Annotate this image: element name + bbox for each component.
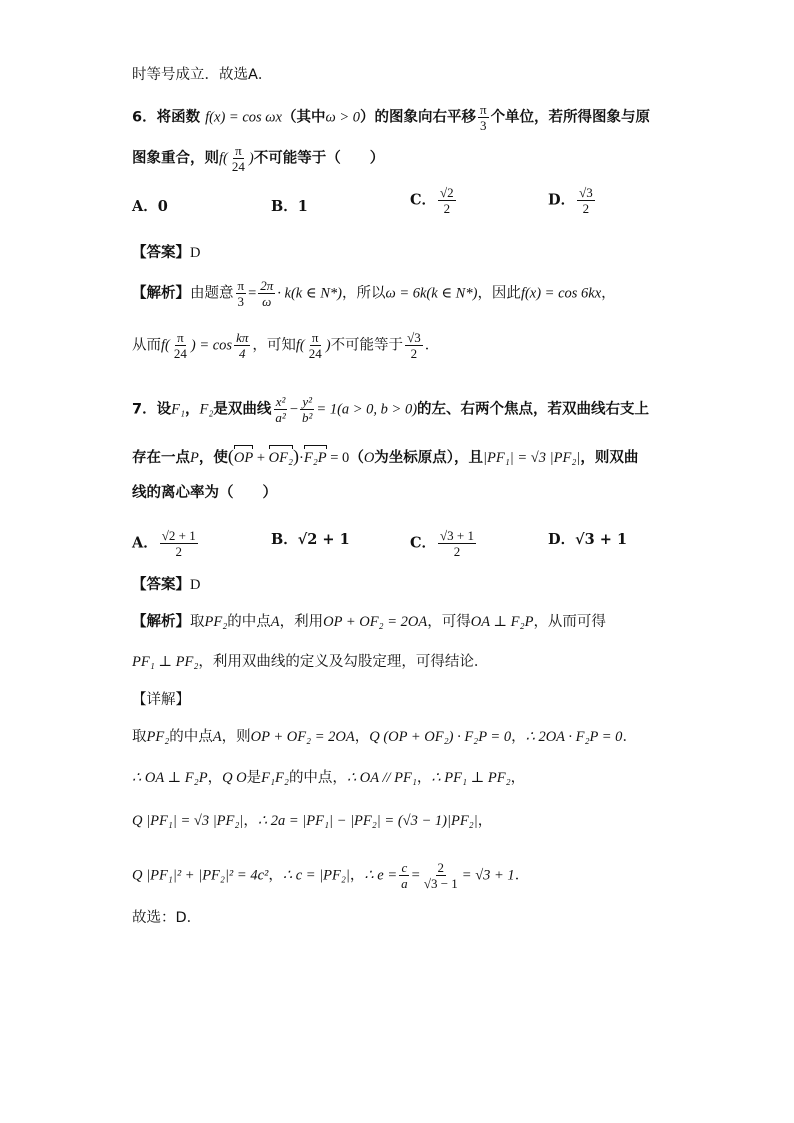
analysis-label: 【解析】 [132,614,190,630]
math-cond: ω > 0 [325,109,360,126]
math: ∴ OA ⊥ F₂P [132,770,208,786]
detail-text: ， [349,867,365,884]
analysis-text: 的中点 [227,614,271,630]
math: f( [219,150,228,167]
fraction [307,330,324,361]
analysis-text: ，从而可得 [533,614,606,630]
option-text: B．√2 + 1 [271,531,350,548]
option-label: D． [548,191,576,209]
q6-option-d [548,185,597,216]
detail-text: 是 [246,770,262,786]
vector-op: OP [233,450,254,466]
math-vector-perp: OA ⊥ F₂P [470,614,534,630]
math: A [270,614,280,630]
math: · k(k ∈ N*) [277,285,342,302]
analysis-text: 从而 [132,337,161,354]
option-label: C． [410,534,437,552]
q6-text: （其中 [281,109,326,126]
option-text: B．1 [271,198,308,215]
frac-num: √3 + 1 [440,528,475,543]
math: ) [248,150,254,167]
answer-label: 【答案】 [132,245,190,261]
fraction [300,394,314,425]
fraction-pi-24 [230,143,247,174]
q6-option-a [132,197,168,217]
detail-text: ， [268,867,283,884]
math: ∴ 2a = |PF₁| − |PF₂| = (√3 − 1)|PF₂| [257,813,478,829]
q7-text: （ [349,450,364,466]
q7-analysis-line1 [132,612,606,632]
question-6-stem-line1 [132,102,650,133]
detail-text: ． [514,867,530,884]
text-line-intro [132,65,272,85]
math: · [299,450,304,466]
frac-num: π [479,102,487,117]
q7-text: 为坐标原点），且 [374,450,484,466]
frac-num: π [237,278,245,293]
math: OP + OF₂ = 2OA [250,729,355,745]
math: = √3 + 1 [461,867,515,884]
detail-text: ， [510,770,526,786]
detail-text: ， [477,813,493,829]
fraction [172,330,189,361]
q6-text: 个单位，若所得图象与原 [490,109,651,126]
analysis-text: 取 [190,614,205,630]
q6-analysis-line2 [132,330,439,361]
frac-num: 2π [260,278,274,293]
math: = 1(a > 0, b > 0) [316,401,418,418]
detail-label: 【详解】 [132,692,190,708]
detail-line2 [132,768,525,788]
frac-num: √3 [407,330,421,345]
q7-text: 是双曲线 [213,401,272,418]
answer-value: D [190,245,201,261]
frac-den: ω [262,294,272,309]
analysis-text: ，因此 [477,285,521,302]
q7-option-a [132,528,200,559]
math: ω = 6k(k ∈ N*) [385,285,478,302]
math: F₁F₂ [261,770,289,786]
question-number: 6． [132,109,157,126]
question-number: 7． [132,401,157,418]
math: F₁ [171,401,185,418]
frac-num: √3 [579,185,593,200]
math: ∴ PF₁ ⊥ PF₂ [431,770,511,786]
math: = [411,867,420,884]
detail-text: ． [622,729,637,745]
fraction [399,860,410,891]
q7-text: ， [185,401,200,418]
q7-answer [132,575,200,595]
q7-text: 的左、右两个焦点，若双曲线右支上 [417,401,650,418]
frac-num: π [177,330,184,345]
q7-text: 存在一点 [132,450,190,466]
frac-den: a [401,876,408,891]
frac-num: c [401,860,408,875]
detail-text: 的中点 [169,729,213,745]
detail-text: ， [511,729,526,745]
math: Q |PF₁| = √3 |PF₂| [132,813,244,829]
math: Q |PF₁|² + |PF₂|² = 4c² [132,867,269,884]
fraction [160,528,198,559]
detail-line3 [132,811,492,831]
frac-den: 24 [173,346,187,361]
math: − [289,401,298,418]
detail-text: ，则 [221,729,251,745]
analysis-text: ，利用 [279,614,324,630]
option-text: D．√3 + 1 [548,531,628,548]
fraction [438,528,476,559]
detail-text: 的中点， [288,770,347,786]
math-fx: f(x) = cos ωx [205,109,282,126]
analysis-text: ，所以 [341,285,386,302]
frac-num: 2 [437,860,445,875]
vector-of2: OF₂ [268,450,294,466]
math: F₂ [199,401,214,418]
question-7-stem-line3 [132,483,277,503]
q7-option-d [548,530,627,550]
math: = 0 [326,450,350,466]
detail-line1 [132,727,637,747]
frac-num: y² [302,394,313,409]
math: ) = cos [190,337,233,354]
frac-num: √2 [440,185,454,200]
q6-text: 图象重合，则 [132,150,219,167]
question-7-stem-line2: 存在一点P，使(OP + OF₂)·F₂P = 0（O为坐标原点），且|PF₁| = √3 |PF₂|，则双曲 [132,446,639,466]
math: ∴ c = |PF₂| [282,867,350,884]
frac-den: 2 [175,544,182,559]
detail-conclusion [132,908,201,928]
detail-text: 取 [132,729,147,745]
vector-f2p: F₂P [303,450,327,466]
fraction-pi-3 [478,102,489,133]
q7-option-c [410,528,478,559]
math: Q O [222,770,247,786]
frac-den: 2 [410,346,418,361]
q6-analysis-line1 [132,278,616,309]
q6-option-c [410,185,458,216]
math: O [363,450,375,466]
math: PF₂ [204,614,228,630]
analysis-text: 不可能等于 [330,337,404,354]
fraction [273,394,287,425]
analysis-label: 【解析】 [132,285,190,302]
detail-text: ， [354,729,370,745]
frac-num: kπ [236,330,249,345]
math: f( [161,337,170,354]
conclusion-text: 故选：D． [132,910,202,926]
math: ∴ 2OA · F₂P = 0 [525,729,623,745]
analysis-text: 由题意 [190,285,234,302]
math: Q (OP + OF₂) · F₂P = 0 [369,729,512,745]
frac-den: √3 − 1 [423,876,458,891]
frac-den: 2 [582,201,590,216]
q6-option-b [271,197,308,217]
frac-den: 3 [237,294,245,309]
frac-den: 2 [453,544,461,559]
q7-text: 线的离心率为（ ） [132,485,277,501]
fraction [405,330,423,361]
frac-num: π [311,330,319,345]
q6-text: 将函数 [156,109,201,126]
q6-answer [132,243,200,263]
analysis-text: ． [424,337,440,354]
math-vector-eq: OP + OF₂ = 2OA [323,614,428,630]
analysis-text: ， [601,285,616,302]
analysis-text: ，可得 [427,614,471,630]
math: ) [325,337,331,354]
math: = [248,285,257,302]
q7-text: ，则双曲 [580,450,639,466]
fraction [234,330,250,361]
frac-den: 24 [231,159,245,174]
frac-num: π [235,143,242,158]
math: PF₁ ⊥ PF₂ [132,654,199,670]
q7-option-b [271,530,350,550]
detail-text: ， [243,813,258,829]
math: A [212,729,222,745]
math: f(x) = cos 6kx [520,285,602,302]
q6-text: 不可能等于（ ） [253,150,385,167]
frac-den: 4 [238,346,246,361]
fraction [422,860,460,891]
detail-text: ， [207,770,223,786]
math: |PF₁| = √3 |PF₂| [483,450,581,466]
frac-num: √2 + 1 [161,528,196,543]
fraction [236,278,247,309]
math: ∴ OA // PF₁ [346,770,417,786]
frac-den: 24 [308,346,322,361]
intro-text: 时等号成立．故选A． [132,67,273,83]
math: + [253,450,269,466]
question-6-stem-line2 [132,143,384,174]
question-7-stem-line1 [132,394,649,425]
q7-text: 设 [156,401,172,418]
option-text: A．0 [132,198,168,215]
fraction-sqrt3-2 [577,185,595,216]
analysis-text: ，利用双曲线的定义及勾股定理，可得结论． [198,654,489,670]
analysis-text: ，可知 [252,337,296,354]
math: ∴ e = [364,867,398,884]
detail-line4 [132,860,529,891]
frac-den: 2 [443,201,451,216]
math: P [190,450,199,466]
q7-analysis-line2 [132,652,488,672]
frac-den: b² [302,410,313,425]
frac-den: 3 [480,118,487,133]
q6-text: ）的图象向右平移 [359,109,476,126]
option-label: C． [410,191,437,209]
option-label: A． [132,534,158,552]
answer-value: D [190,577,201,593]
detail-label-line [132,690,190,710]
math: f( [295,337,305,354]
detail-text: ， [416,770,432,786]
answer-label: 【答案】 [132,577,190,593]
fraction-sqrt2-2 [438,185,456,216]
frac-den: a² [275,410,286,425]
fraction [258,278,275,309]
frac-num: x² [275,394,286,409]
math: PF₂ [146,729,170,745]
q7-text: ，使 [198,450,228,466]
